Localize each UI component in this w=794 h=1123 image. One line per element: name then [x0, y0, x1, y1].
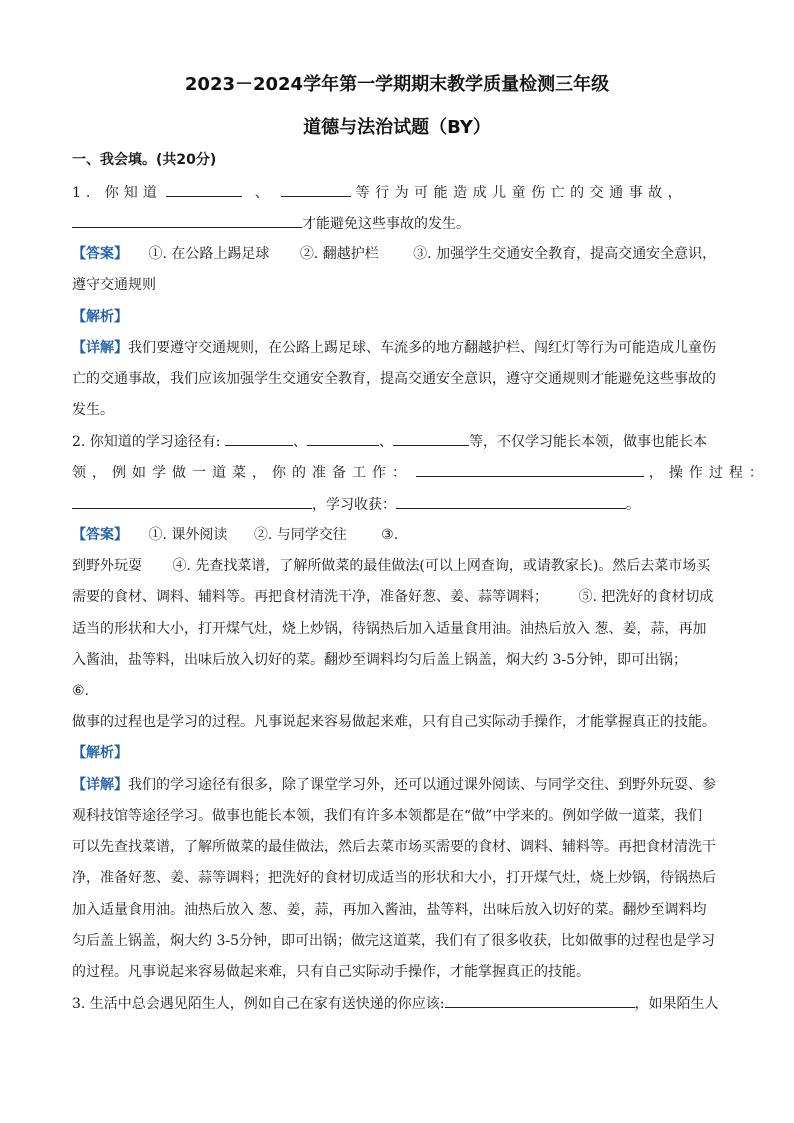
- q2-detail-line-6: 匀后盖上锅盖，焖大约 3-5分钟，即可出锅；做完这道菜，我们有了很多收获，比如做事的过程也是学习: [72, 933, 715, 949]
- q2-answer-line-4: 适当的形状和大小，打开煤气灶，烧上炒锅，待锅热后加入适量食用油。油热后放入 葱、姜，蒜，再加: [72, 621, 707, 637]
- q1-detail-text-1: 我们要遵守交通规则，在公路上踢足球、车流多的地方翻越护栏、闯红灯等行为可能造成儿童伤: [128, 340, 716, 356]
- q2-answer-4: ④. 先查找菜谱，了解所做菜的最佳做法(可以上网查询，或请教家长)。然后去菜市场买: [172, 558, 711, 574]
- detail-tag: 【详解】: [72, 777, 128, 793]
- q1-answer-row: [72, 244, 732, 264]
- q2-answer-line-2: [72, 556, 732, 576]
- q1-blank-1[interactable]: [166, 182, 242, 197]
- analysis-tag: 【解析】: [72, 309, 128, 325]
- q2-answer-4-cont: 需要的食材、调料、辅料等。再把食材清洗干净，准备好葱、姜、蒜等调料；: [72, 589, 548, 605]
- q2-answer-3: 到野外玩耍: [72, 558, 142, 574]
- question-3-line-1: [72, 993, 732, 1014]
- q1-answer-1: ①. 在公路上踢足球: [148, 246, 270, 262]
- q2-line3-mid: ，学习收获：: [312, 497, 396, 513]
- exam-title: 2023－2024学年第一学期期末教学质量检测三年级: [184, 74, 610, 95]
- q2-detail-line-3: 可以先查找菜谱，了解所做菜的最佳做法，然后去菜市场买需要的食材、调料、辅料等。再把食材清洗干: [72, 839, 716, 855]
- q2-answer-line-7: 做事的过程也是学习的过程。凡事说起来容易做起来难，只有自己实际动手操作，才能掌握真正的技能。: [72, 714, 716, 730]
- q2-blank-1[interactable]: [225, 431, 293, 446]
- q2-detail-line-1: [72, 775, 732, 795]
- q1-line2-suffix: 才能避免这些事故的发生。: [302, 216, 470, 232]
- q2-detail-line-2: 观科技馆等途径学习。做事也能长本领，我们有许多本领都是在“做”中学来的。例如学做一道菜，我们: [72, 808, 703, 824]
- q2-answer-2: ②. 与同学交往: [253, 527, 347, 543]
- q2-answer-row: [72, 525, 732, 545]
- q2-line2-prefix: 领，例如学做一道菜，你的准备工作：: [72, 465, 412, 481]
- q2-answer-1: ①. 课外阅读: [148, 527, 228, 543]
- section-heading: 一、我会填。(共20分): [72, 152, 217, 168]
- q2-sep-2: 、: [378, 434, 393, 450]
- q2-detail-text-1: 我们的学习途径有很多，除了课堂学习外，还可以通过课外阅读、与同学交往、到野外玩耍、参: [128, 777, 716, 793]
- q2-blank-prep[interactable]: [416, 462, 644, 477]
- q1-detail-line-1: [72, 338, 732, 358]
- detail-tag: 【详解】: [72, 340, 128, 356]
- q2-sep-1: 、: [292, 434, 307, 450]
- question-1-line-2: [72, 213, 732, 234]
- q1-answer-line-2: 遵守交通规则: [72, 277, 156, 293]
- q3-prefix: 3. 生活中总会遇见陌生人，例如自己在家有送快递的你应该:: [72, 996, 445, 1012]
- q1-detail-line-3: 发生。: [72, 402, 114, 418]
- q1-suffix: 等行为可能造成儿童伤亡的交通事故，: [355, 185, 688, 201]
- q2-detail-line-7: 的过程。凡事说起来容易做起来难，只有自己实际动手操作，才能掌握真正的技能。: [72, 964, 590, 980]
- analysis-tag-1: [72, 307, 732, 327]
- answer-tag: 【答案】: [72, 527, 128, 543]
- q2-answer-5: ⑤. 把洗好的食材切成: [578, 589, 714, 605]
- q1-blank-2[interactable]: [281, 182, 351, 197]
- q3-suffix: ，如果陌生人: [634, 996, 719, 1012]
- question-2-line-1: [72, 431, 732, 452]
- q1-prefix: 1. 你知道: [72, 185, 162, 201]
- answer-tag: 【答案】: [72, 246, 128, 262]
- q3-blank-1[interactable]: [445, 993, 635, 1008]
- q2-blank-gain[interactable]: [396, 494, 626, 509]
- q1-separator: 、: [254, 185, 269, 201]
- analysis-tag-2: [72, 743, 732, 763]
- q2-line2-suffix: ，操作过程：: [648, 465, 769, 481]
- q1-answer-2: ②. 翻越护栏: [299, 246, 379, 262]
- q2-line1-suffix: 等，不仅学习能长本领，做事也能长本: [468, 434, 707, 450]
- q1-detail-line-2: 亡的交通事故，我们应该加强学生交通安全教育，提高交通安全意识，遵守交通规则才能避免这些事故的: [72, 371, 716, 387]
- q2-prefix: 2. 你知道的学习途径有:: [72, 434, 221, 450]
- q2-blank-3[interactable]: [393, 431, 469, 446]
- q2-answer-3-marker: ③.: [381, 527, 399, 543]
- q2-detail-line-4: 净，准备好葱、姜、蒜等调料；把洗好的食材切成适当的形状和大小，打开煤气灶，烧上炒锅，待锅热后: [72, 870, 716, 886]
- q2-answer-line-5: 入酱油，盐等料，出味后放入切好的菜。翻炒至调料均匀后盖上锅盖，焖大约 3-5分钟，即可出锅；: [72, 652, 687, 668]
- q2-answer-line-3: [72, 587, 732, 607]
- question-2-line-2: [72, 462, 769, 483]
- q1-answer-3: ③. 加强学生交通安全教育，提高交通安全意识，: [413, 246, 717, 262]
- q1-blank-3[interactable]: [72, 213, 302, 228]
- question-1-line-1: [72, 182, 732, 203]
- q2-blank-process[interactable]: [72, 494, 312, 509]
- q2-blank-2[interactable]: [307, 431, 379, 446]
- q2-detail-line-5: 加入适量食用油。油热后放入 葱、姜，蒜，再加入酱油，盐等料，出味后放入切好的菜。翻炒至调料均: [72, 902, 707, 918]
- question-2-line-3: [72, 494, 732, 515]
- q2-answer-line-6: ⑥.: [72, 683, 90, 699]
- analysis-tag: 【解析】: [72, 745, 128, 761]
- q2-line3-end: 。: [626, 497, 640, 513]
- exam-subtitle: 道德与法治试题（BY）: [303, 117, 491, 138]
